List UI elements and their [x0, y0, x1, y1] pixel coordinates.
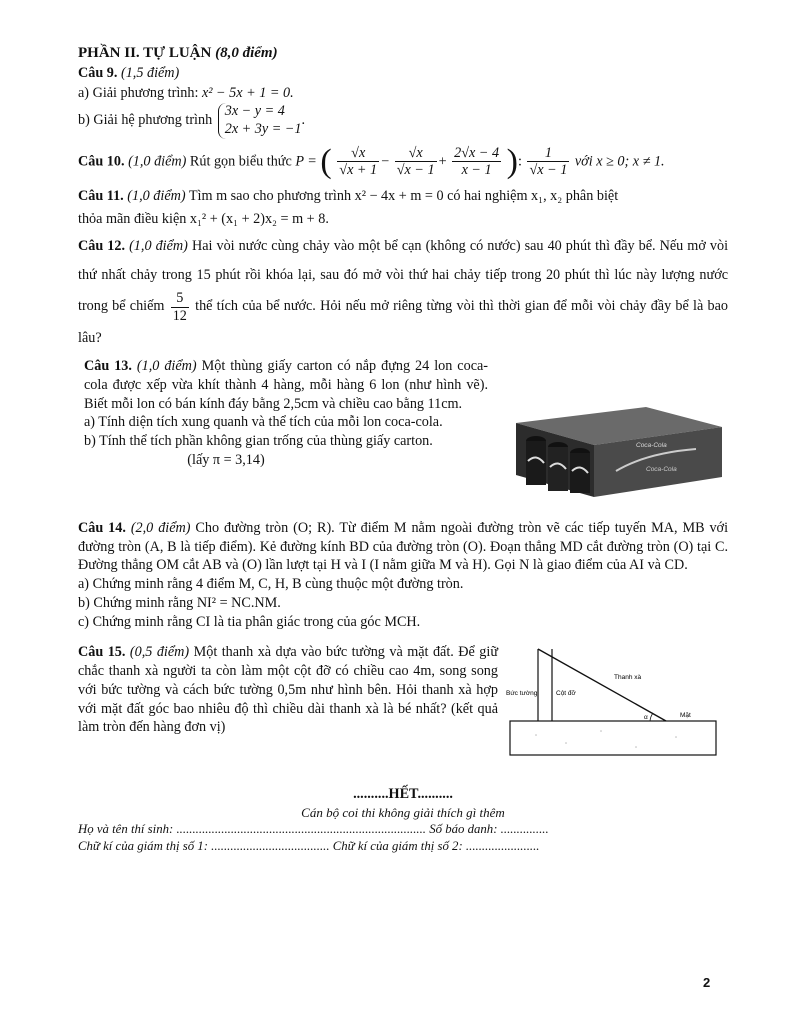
q10-p: P = — [295, 153, 317, 170]
question-10: Câu 10. (1,0 điểm) Rút gọn biểu thức P = ( $\frac{√x}{√x + 1}$ − $\frac{√x}{√x - 1}$ + $\frac{2√x - 4}{x - 1}$ ): $\frac{1}{√x - 1}$ với x ≥ 0; x ≠ 1. — [78, 142, 665, 180]
q9-points: (1,5 điểm) — [120, 64, 180, 81]
box-brand-text-2: Coca-Cola — [646, 466, 677, 474]
q10-f1-den: √x + 1 — [339, 162, 378, 179]
q14-part-a: a) Chứng minh rằng 4 điểm M, C, H, B cùng thuộc một đường tròn. — [78, 576, 464, 593]
q10-fraction-1 — [337, 145, 379, 179]
exam-page — [78, 44, 728, 855]
question-15 — [78, 643, 728, 765]
q13-part-a: a) Tính diện tích xung quanh và thể tích của mỗi lon coca-cola. — [84, 414, 443, 431]
equation-system — [218, 103, 302, 139]
q9-part-a — [78, 84, 728, 103]
q10-label: Câu 10. — [78, 153, 125, 170]
beam-label: Thanh xà — [614, 674, 642, 682]
q10-f3-den: x − 1 — [461, 162, 492, 179]
q10-fraction-4 — [527, 145, 569, 179]
question-11 — [78, 187, 728, 228]
q14-text: Cho đường tròn (O; R). Từ điểm M nằm ngoài đường tròn vẽ các tiếp tuyến MA, MB với đường tròn (A, B là tiếp điểm). Kẻ đường kính BD của đường tròn (O). Đoạn thẳng MD cắt đường tròn (O) tại C. Đường thẳng OM cắt AB và (O) lần lượt tại H và I (I nằm giữa M và H). Gọi N là giao điểm của AI và CD. — [78, 519, 729, 574]
q11-label: Câu 11. — [78, 187, 124, 204]
section-title: PHẦN II. TỰ LUẬN — [78, 45, 212, 61]
section-heading — [78, 44, 728, 64]
q10-f2-num: √x — [395, 145, 437, 162]
q12-fraction — [171, 290, 189, 324]
q10-f3-num: 2√x − 4 — [454, 144, 500, 161]
question-14 — [78, 519, 728, 631]
beam-wall-figure — [506, 643, 718, 759]
q14-points: (2,0 điểm) — [130, 519, 191, 536]
q12-part2: thể tích của bể nước. Hỏi nếu mở riêng từng vòi thì thời gian để mỗi vòi chảy đầy bể là bao lâu? — [78, 298, 729, 347]
angle-label: α — [644, 714, 648, 722]
q13-label: Câu 13. — [84, 358, 132, 375]
section-points: (8,0 điểm) — [215, 45, 278, 61]
signature2-label: Chữ kí của giám thị số 2: — [332, 838, 463, 853]
q15-text: Một thanh xà dựa vào bức tường và mặt đất. Để giữ chắc thanh xà người ta còn làm một cột đỡ có chiều cao 4m, song song với bức tường và cách bức tường 0,5m như hình bên. Hỏi thanh xà hợp với mặt đất góc bao nhiêu độ thì chiều dài thanh xà là bé nhất? (kết quả làm tròn đến hàng đơn vị) — [78, 644, 499, 736]
q10-f4-num: 1 — [527, 145, 569, 162]
q9-part-b — [78, 103, 728, 139]
q9-a-math: x² − 5x + 1 = 0. — [201, 84, 294, 101]
beam-diagram — [506, 643, 718, 765]
end-marker: ..........HẾT.......... — [353, 786, 453, 803]
right-paren: ) — [506, 142, 518, 180]
dots: ..................................... — [211, 838, 330, 853]
carton-illustration — [496, 401, 728, 511]
q10-text: Rút gọn biểu thức — [189, 153, 292, 170]
signature1-label: Chữ kí của giám thị số 1: — [78, 838, 208, 853]
q14-part-c: c) Chứng minh rằng CI là tia phân giác trong của góc MCH. — [78, 613, 421, 630]
q9-b-text: b) Giải hệ phương trình — [78, 112, 213, 129]
q13-text: Một thùng giấy carton có nắp đựng 24 lon coca-cola được xếp vừa khít thành 4 hàng, mỗi hàng 6 lon (như hình vẽ). Biết mỗi lon có bán kính đáy bằng 2,5cm và chiều cao bằng 11cm. — [84, 358, 489, 412]
beam-line — [538, 649, 666, 721]
q9-a-text: a) Giải phương trình: — [78, 84, 199, 101]
ground-texture — [535, 731, 677, 749]
q11-line2: thỏa mãn điều kiện x₁² + (x₁ + 2)x₂ = m + 8. — [78, 210, 329, 227]
candidate-number-label: Số báo danh: — [429, 821, 498, 836]
proctor-note: Cán bộ coi thi không giải thích gì thêm — [301, 804, 505, 820]
q12-label: Câu 12. — [78, 238, 126, 255]
q11-points: (1,0 điểm) — [127, 187, 186, 204]
page-number: 2 — [703, 975, 711, 990]
q10-f4-den: √x − 1 — [529, 162, 568, 179]
q12-points: (1,0 điểm) — [129, 238, 188, 255]
q12-frac-num: 5 — [171, 290, 189, 307]
q9-b-end: . — [301, 112, 306, 129]
q14-part-b: b) Chứng minh rằng NI² = NC.NM. — [78, 594, 281, 611]
wall-label: Bức tường — [506, 690, 538, 698]
box-brand-text: Coca-Cola — [636, 442, 667, 450]
q11-line1: Tìm m sao cho phương trình x² − 4x + m = 0 có hai nghiệm x₁, x₂ phân biệt — [188, 187, 619, 204]
q10-fraction-2 — [395, 145, 437, 179]
q15-label: Câu 15. — [78, 644, 126, 661]
q10-fraction-3 — [452, 145, 501, 179]
q10-condition: với x ≥ 0; x ≠ 1. — [574, 153, 665, 170]
post-label: Cột đỡ — [556, 690, 576, 698]
q13-part-b: b) Tính thể tích phần không gian trống của thùng giấy carton. — [84, 433, 433, 450]
question-13 — [78, 357, 728, 517]
q13-note: (lấy π = 3,14) — [187, 451, 265, 468]
coca-cola-box-image — [496, 357, 728, 517]
q15-points: (0,5 điểm) — [129, 644, 190, 661]
dots: .............................................................................. — [176, 821, 427, 836]
q13-text-column — [78, 357, 488, 517]
angle-arc — [650, 713, 653, 721]
q10-f2-den: √x − 1 — [396, 162, 435, 179]
candidate-info-line — [78, 821, 728, 838]
q14-label: Câu 14. — [78, 519, 126, 536]
q13-points: (1,0 điểm) — [136, 358, 197, 375]
q9-label: Câu 9. — [78, 64, 118, 81]
dots: ....................... — [465, 838, 540, 853]
question-9 — [78, 64, 728, 139]
left-paren: ( — [320, 142, 332, 180]
q12-part1: Hai vòi nước cùng chảy vào một bể cạn (không có nước) sau 40 phút thì đầy bể. Nếu mở vòi thứ nhất chảy trong 15 phút rồi khóa lại, sau đó mở vòi thứ hai chảy tiếp trong 20 phút thì lúc này lượng nước trong bể chiếm — [78, 238, 729, 315]
ground-label: Mặt — [680, 712, 691, 720]
ground-block — [510, 721, 716, 755]
q9-eq2: 2x + 3y = −1 — [224, 121, 302, 138]
q9-eq1: 3x − y = 4 — [224, 103, 285, 120]
q12-frac-den: 12 — [172, 307, 187, 324]
signature-line — [78, 838, 728, 855]
q10-f1-num: √x — [337, 145, 379, 162]
dots: ............... — [500, 821, 549, 836]
candidate-name-label: Họ và tên thí sinh: — [78, 821, 174, 836]
q15-text-column — [78, 643, 498, 765]
question-12 — [78, 232, 728, 353]
q10-points: (1,0 điểm) — [128, 153, 187, 170]
